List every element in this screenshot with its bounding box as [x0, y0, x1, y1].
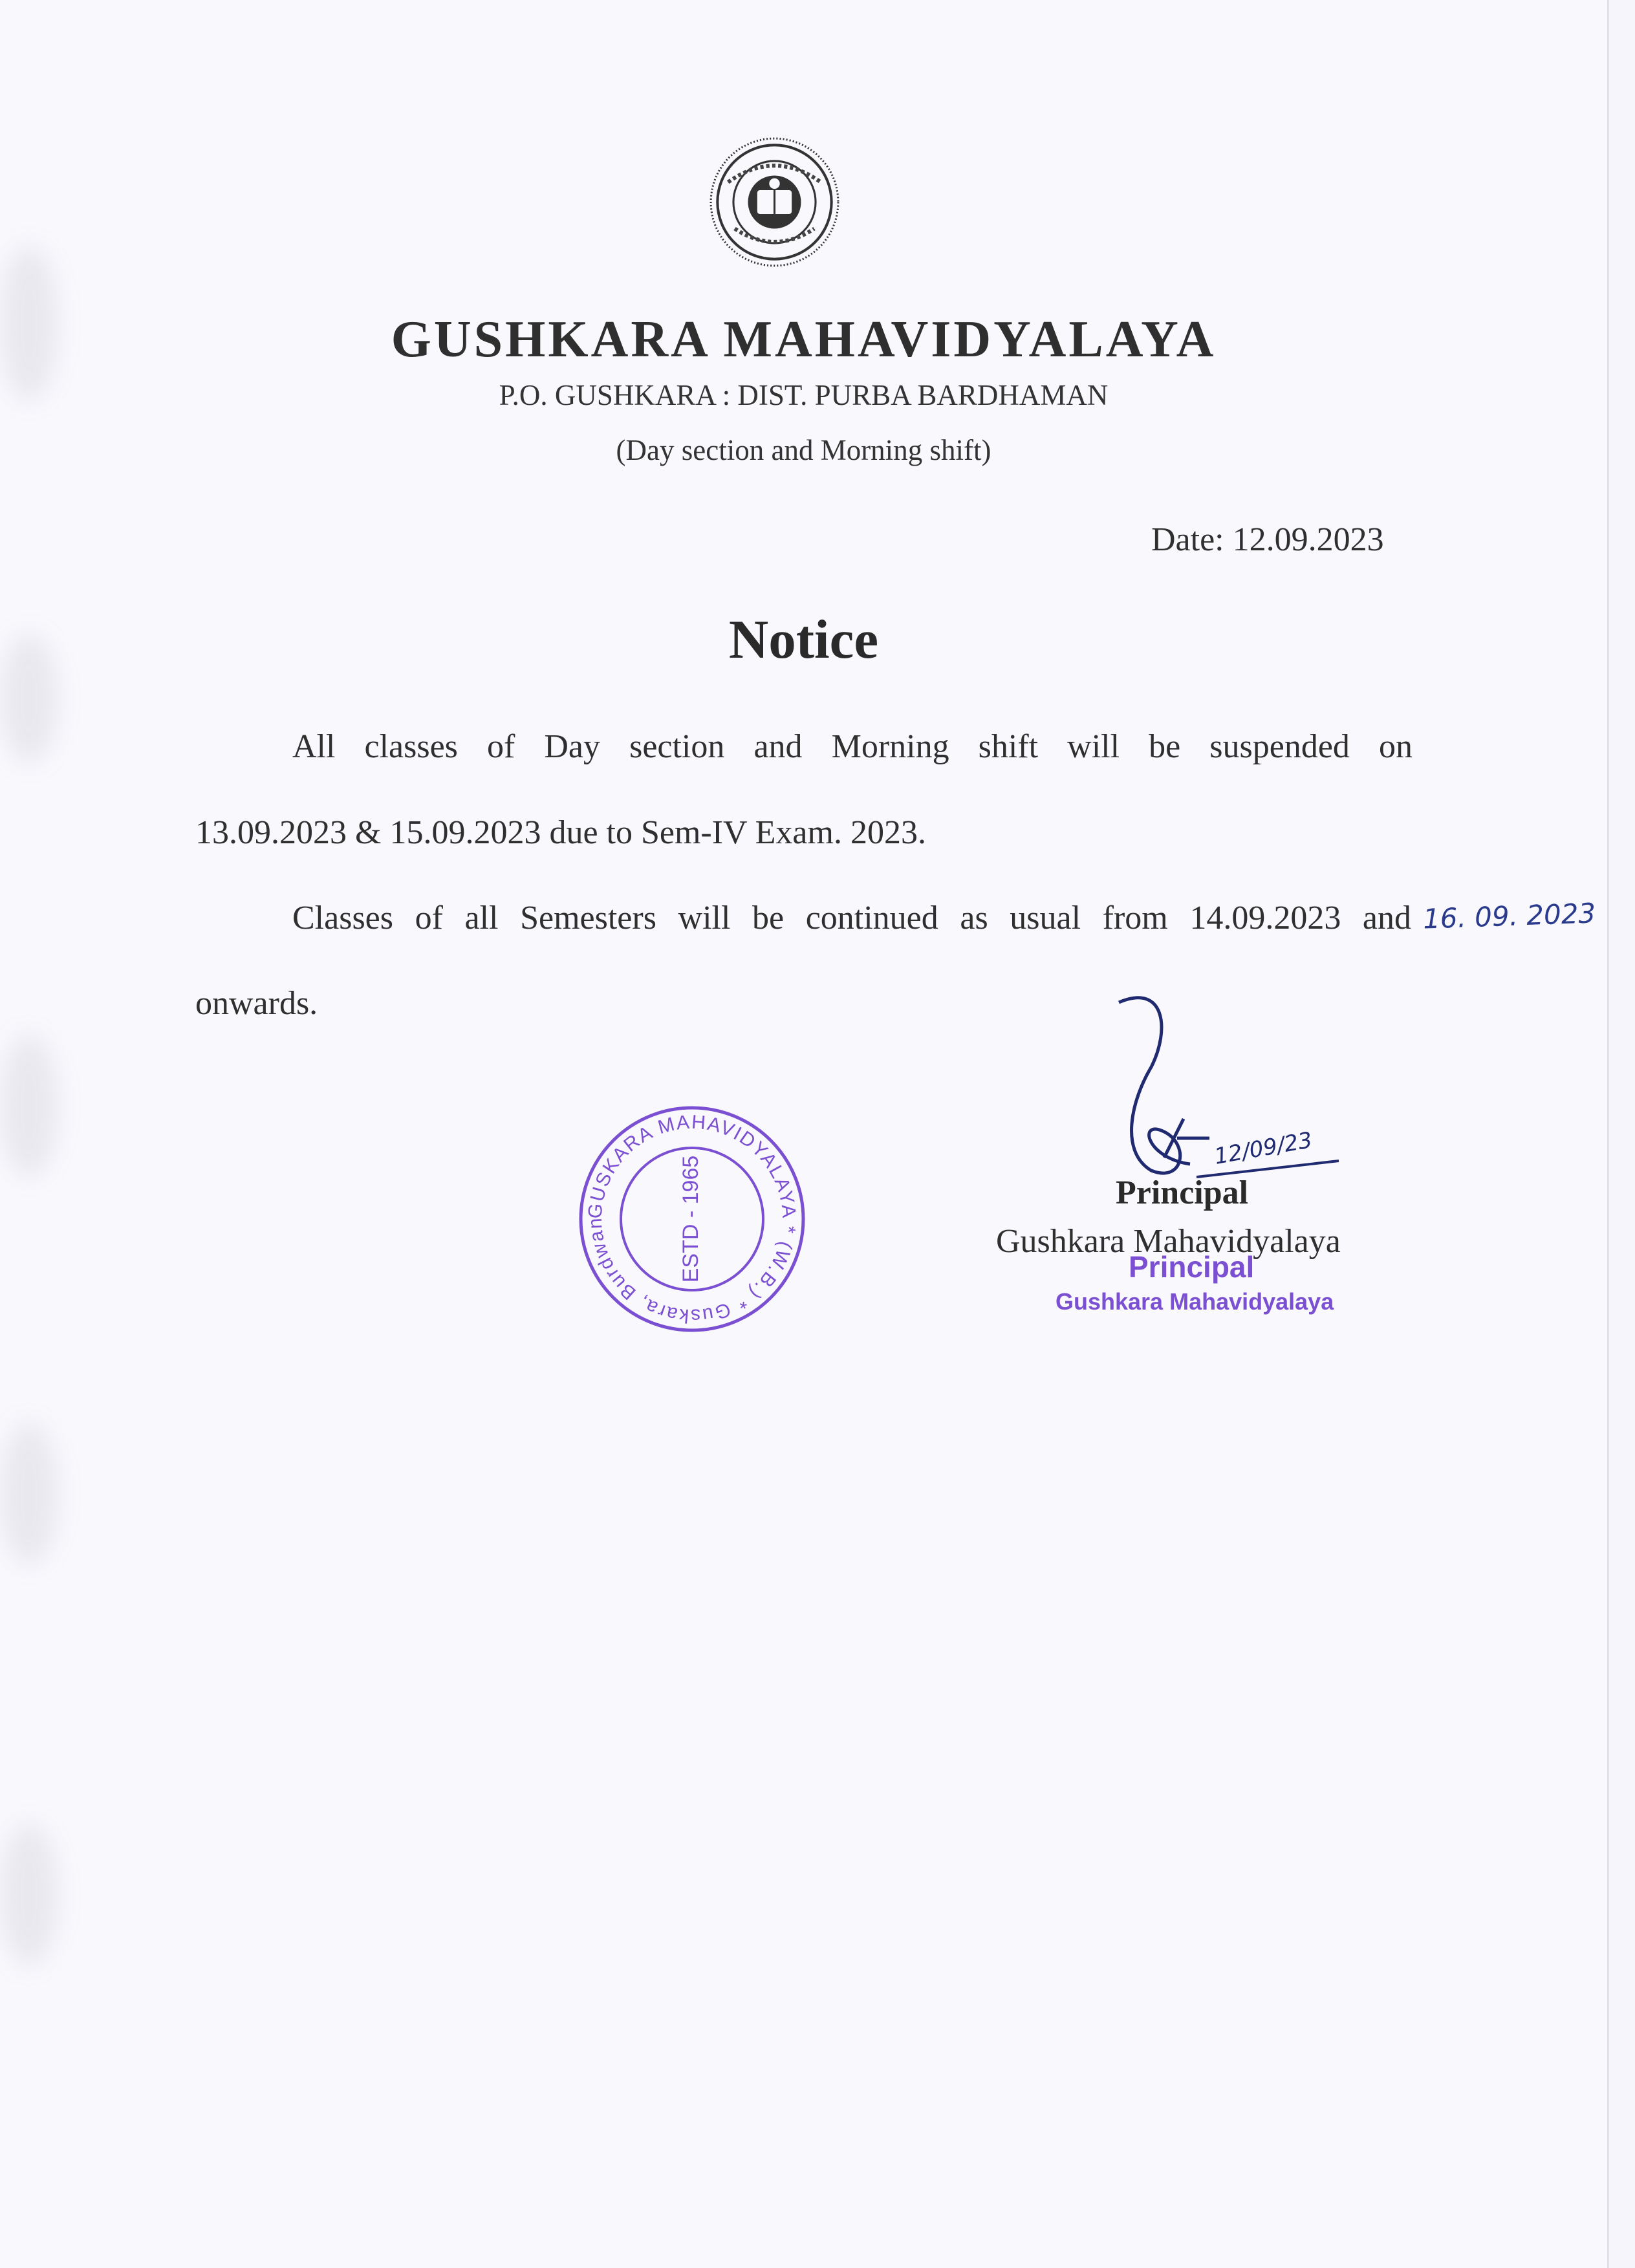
section-subtitle: (Day section and Morning shift) — [616, 434, 991, 466]
principal-signature — [1093, 989, 1365, 1196]
notice-paragraph-2-line-2: onwards. — [195, 985, 318, 1022]
principal-stamp-institution: Gushkara Mahavidyalaya — [1056, 1288, 1334, 1315]
notice-title: Notice — [728, 609, 879, 670]
principal-stamp-title: Principal — [1129, 1250, 1255, 1284]
institution-address: P.O. GUSHKARA : DIST. PURBA BARDHAMAN — [499, 379, 1109, 411]
scan-smudge — [0, 1824, 58, 1966]
handwritten-date-annotation: 16. 09. 2023 — [1422, 897, 1596, 935]
signature-date: 12/09/23 — [1212, 1127, 1314, 1170]
notice-paragraph-1-line-2: 13.09.2023 & 15.09.2023 due to Sem-IV Exam. 2023. — [195, 814, 926, 851]
scan-smudge — [0, 1423, 58, 1565]
seal-center-text: ESTD - 1965 — [678, 1155, 703, 1283]
institution-name: GUSHKARA MAHAVIDYALAYA — [391, 311, 1217, 368]
signature-institution: Gushkara Mahavidyalaya — [996, 1223, 1341, 1260]
college-emblem-icon — [708, 136, 841, 268]
notice-date: Date: 12.09.2023 — [1151, 521, 1384, 558]
notice-paragraph-2-line-1: Classes of all Semesters will be continued as usual from 14.09.2023 and — [292, 900, 1411, 936]
scan-smudge — [0, 1035, 58, 1177]
notice-paragraph-1-line-1: All classes of Day section and Morning shift will be suspended on — [292, 728, 1413, 765]
signature-designation: Principal — [1116, 1174, 1249, 1211]
seal-ring-text: GUSKARA MAHAVIDYALAYA * (W.B.) * Guskara, Burdwan — [584, 1111, 800, 1327]
college-seal-stamp — [576, 1103, 808, 1335]
